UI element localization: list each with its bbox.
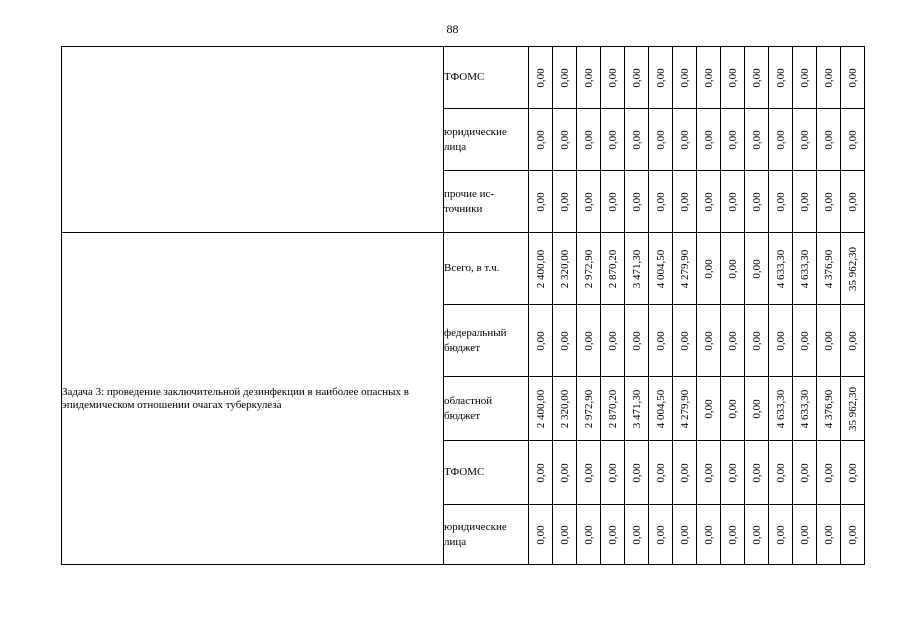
value-text: 0,00 — [582, 462, 595, 483]
value-cell — [721, 171, 745, 233]
value-text: 0,00 — [582, 129, 595, 150]
value-cell — [601, 233, 625, 305]
funding-source-cell: ТФОМС — [444, 441, 529, 505]
value-text: 2 400,00 — [534, 389, 547, 428]
value-cell — [817, 441, 841, 505]
value-cell — [721, 109, 745, 171]
value-cell — [697, 233, 721, 305]
funding-source-cell: юридические лица — [444, 109, 529, 171]
value-cell — [649, 47, 673, 109]
value-cell — [529, 305, 553, 377]
value-cell — [841, 171, 865, 233]
value-cell — [745, 233, 769, 305]
value-text: 0,00 — [534, 67, 547, 88]
value-cell — [817, 505, 841, 565]
value-text: 0,00 — [630, 330, 643, 351]
value-cell — [625, 109, 649, 171]
value-cell — [529, 441, 553, 505]
value-text: 0,00 — [630, 524, 643, 545]
value-text: 0,00 — [654, 67, 667, 88]
value-cell — [745, 47, 769, 109]
value-text: 0,00 — [582, 67, 595, 88]
task-description-cell: Задача 3: проведение заключительной дезинфекции в наиболее опасных в эпидемическом отношении очагах туберкулеза — [62, 233, 444, 565]
value-text: 0,00 — [726, 129, 739, 150]
value-cell — [553, 233, 577, 305]
value-text: 0,00 — [822, 524, 835, 545]
value-text: 0,00 — [534, 524, 547, 545]
value-text: 0,00 — [726, 462, 739, 483]
value-cell — [601, 377, 625, 441]
value-cell — [553, 109, 577, 171]
value-text: 0,00 — [534, 191, 547, 212]
value-text: 0,00 — [534, 462, 547, 483]
value-text: 2 400,00 — [534, 249, 547, 288]
value-cell — [721, 305, 745, 377]
value-cell — [529, 47, 553, 109]
value-text: 3 471,30 — [630, 389, 643, 428]
value-cell — [529, 233, 553, 305]
value-text: 0,00 — [630, 462, 643, 483]
value-cell — [553, 305, 577, 377]
value-text: 0,00 — [726, 258, 739, 279]
value-text: 0,00 — [558, 462, 571, 483]
value-cell — [601, 171, 625, 233]
funding-source-cell: федеральный бюджет — [444, 305, 529, 377]
value-text: 0,00 — [702, 330, 715, 351]
value-cell — [625, 305, 649, 377]
value-text: 0,00 — [798, 330, 811, 351]
value-text: 0,00 — [846, 129, 859, 150]
value-cell — [697, 377, 721, 441]
value-text: 0,00 — [582, 330, 595, 351]
value-cell — [793, 233, 817, 305]
value-text: 0,00 — [750, 462, 763, 483]
value-text: 2 870,20 — [606, 389, 619, 428]
value-text: 4 279,90 — [678, 249, 691, 288]
value-text: 0,00 — [702, 191, 715, 212]
value-cell — [601, 505, 625, 565]
value-text: 0,00 — [654, 330, 667, 351]
value-text: 0,00 — [534, 129, 547, 150]
value-text: 0,00 — [798, 462, 811, 483]
value-text: 0,00 — [702, 462, 715, 483]
value-cell — [793, 377, 817, 441]
value-text: 0,00 — [558, 330, 571, 351]
value-text: 4 376,90 — [822, 389, 835, 428]
value-text: 4 633,30 — [798, 389, 811, 428]
value-text: 0,00 — [774, 129, 787, 150]
value-cell — [793, 305, 817, 377]
value-cell — [673, 305, 697, 377]
value-cell — [841, 305, 865, 377]
value-cell — [769, 233, 793, 305]
value-text: 0,00 — [726, 191, 739, 212]
value-text: 0,00 — [846, 191, 859, 212]
value-cell — [817, 109, 841, 171]
value-cell — [817, 377, 841, 441]
value-cell — [673, 109, 697, 171]
value-cell — [841, 233, 865, 305]
value-cell — [577, 171, 601, 233]
value-text: 0,00 — [630, 67, 643, 88]
value-text: 0,00 — [798, 191, 811, 212]
value-text: 2 972,90 — [582, 249, 595, 288]
value-cell — [769, 109, 793, 171]
value-text: 2 320,00 — [558, 249, 571, 288]
value-text: 0,00 — [750, 129, 763, 150]
value-cell — [721, 377, 745, 441]
value-text: 0,00 — [654, 462, 667, 483]
value-text: 0,00 — [822, 462, 835, 483]
value-text: 0,00 — [702, 258, 715, 279]
value-cell — [697, 305, 721, 377]
budget-table — [61, 46, 865, 565]
funding-source-cell: Всего, в т.ч. — [444, 233, 529, 305]
value-text: 0,00 — [798, 129, 811, 150]
value-text: 0,00 — [750, 398, 763, 419]
value-text: 4 376,90 — [822, 249, 835, 288]
value-cell — [769, 505, 793, 565]
value-cell — [577, 441, 601, 505]
value-cell — [817, 233, 841, 305]
value-cell — [577, 233, 601, 305]
funding-source-cell: прочие ис-точники — [444, 171, 529, 233]
value-cell — [601, 441, 625, 505]
table-row — [62, 47, 865, 109]
value-text: 0,00 — [750, 67, 763, 88]
value-cell — [625, 505, 649, 565]
value-cell — [697, 47, 721, 109]
value-cell — [553, 505, 577, 565]
value-cell — [769, 171, 793, 233]
value-cell — [745, 171, 769, 233]
value-cell — [745, 505, 769, 565]
value-cell — [745, 109, 769, 171]
value-text: 0,00 — [846, 67, 859, 88]
value-cell — [769, 47, 793, 109]
value-cell — [649, 171, 673, 233]
value-text: 0,00 — [606, 67, 619, 88]
value-cell — [817, 305, 841, 377]
value-text: 0,00 — [678, 129, 691, 150]
value-text: 0,00 — [798, 524, 811, 545]
value-cell — [529, 505, 553, 565]
value-cell — [745, 441, 769, 505]
funding-source-cell: ТФОМС — [444, 47, 529, 109]
value-cell — [697, 109, 721, 171]
value-text: 0,00 — [582, 524, 595, 545]
value-text: 0,00 — [606, 191, 619, 212]
value-cell — [625, 377, 649, 441]
value-cell — [793, 171, 817, 233]
value-cell — [577, 377, 601, 441]
value-cell — [673, 377, 697, 441]
value-text: 0,00 — [606, 524, 619, 545]
value-text: 0,00 — [822, 330, 835, 351]
value-cell — [721, 441, 745, 505]
value-cell — [553, 377, 577, 441]
value-cell — [601, 109, 625, 171]
value-cell — [529, 109, 553, 171]
value-text: 0,00 — [678, 524, 691, 545]
value-text: 2 972,90 — [582, 389, 595, 428]
value-text: 0,00 — [606, 330, 619, 351]
value-text: 0,00 — [774, 524, 787, 545]
value-cell — [817, 171, 841, 233]
value-cell — [553, 171, 577, 233]
value-text: 2 320,00 — [558, 389, 571, 428]
value-cell — [553, 441, 577, 505]
value-cell — [841, 505, 865, 565]
value-cell — [529, 171, 553, 233]
value-cell — [577, 505, 601, 565]
value-cell — [625, 47, 649, 109]
value-text: 0,00 — [558, 67, 571, 88]
value-text: 0,00 — [678, 330, 691, 351]
value-cell — [841, 109, 865, 171]
value-cell — [673, 441, 697, 505]
value-text: 4 279,90 — [678, 389, 691, 428]
value-cell — [793, 109, 817, 171]
value-text: 0,00 — [678, 462, 691, 483]
value-text: 0,00 — [630, 129, 643, 150]
value-text: 4 633,30 — [774, 249, 787, 288]
value-text: 3 471,30 — [630, 249, 643, 288]
value-cell — [673, 233, 697, 305]
value-text: 35 962,30 — [846, 386, 859, 431]
value-cell — [625, 171, 649, 233]
value-cell — [745, 377, 769, 441]
value-text: 0,00 — [774, 67, 787, 88]
value-text: 0,00 — [750, 258, 763, 279]
value-text: 0,00 — [678, 67, 691, 88]
value-text: 4 633,30 — [774, 389, 787, 428]
value-cell — [649, 233, 673, 305]
table-row — [62, 233, 865, 305]
value-text: 0,00 — [846, 524, 859, 545]
value-cell — [769, 377, 793, 441]
value-text: 0,00 — [822, 129, 835, 150]
value-cell — [625, 441, 649, 505]
value-text: 4 004,50 — [654, 389, 667, 428]
value-cell — [529, 377, 553, 441]
value-cell — [601, 305, 625, 377]
value-text: 0,00 — [798, 67, 811, 88]
value-text: 0,00 — [750, 330, 763, 351]
value-text: 0,00 — [654, 191, 667, 212]
value-cell — [769, 305, 793, 377]
value-text: 0,00 — [774, 330, 787, 351]
value-cell — [721, 233, 745, 305]
value-cell — [601, 47, 625, 109]
value-text: 4 004,50 — [654, 249, 667, 288]
value-text: 0,00 — [822, 191, 835, 212]
value-cell — [697, 441, 721, 505]
value-cell — [745, 305, 769, 377]
value-cell — [553, 47, 577, 109]
value-text: 2 870,20 — [606, 249, 619, 288]
value-cell — [697, 505, 721, 565]
value-text: 0,00 — [726, 67, 739, 88]
value-text: 0,00 — [726, 330, 739, 351]
value-text: 0,00 — [846, 462, 859, 483]
value-text: 0,00 — [822, 67, 835, 88]
value-text: 0,00 — [702, 129, 715, 150]
value-cell — [793, 505, 817, 565]
value-text: 0,00 — [582, 191, 595, 212]
value-cell — [649, 441, 673, 505]
value-text: 0,00 — [654, 129, 667, 150]
value-cell — [817, 47, 841, 109]
value-cell — [721, 505, 745, 565]
value-text: 0,00 — [774, 191, 787, 212]
page-number: 88 — [446, 22, 459, 36]
value-text: 0,00 — [630, 191, 643, 212]
value-text: 0,00 — [558, 524, 571, 545]
value-text: 0,00 — [774, 462, 787, 483]
value-cell — [577, 47, 601, 109]
value-text: 0,00 — [846, 330, 859, 351]
value-cell — [577, 109, 601, 171]
value-cell — [649, 377, 673, 441]
value-cell — [673, 505, 697, 565]
value-cell — [649, 505, 673, 565]
value-text: 0,00 — [702, 67, 715, 88]
value-cell — [841, 47, 865, 109]
value-text: 0,00 — [726, 398, 739, 419]
value-text: 0,00 — [702, 524, 715, 545]
funding-source-cell: юридические лица — [444, 505, 529, 565]
value-text: 4 633,30 — [798, 249, 811, 288]
task-description-cell — [62, 47, 444, 233]
value-cell — [841, 441, 865, 505]
value-cell — [793, 441, 817, 505]
value-text: 0,00 — [534, 330, 547, 351]
value-cell — [697, 171, 721, 233]
value-text: 0,00 — [654, 524, 667, 545]
value-text: 0,00 — [558, 129, 571, 150]
value-text: 0,00 — [606, 129, 619, 150]
value-cell — [649, 109, 673, 171]
value-cell — [649, 305, 673, 377]
value-text: 0,00 — [678, 191, 691, 212]
value-cell — [673, 171, 697, 233]
value-text: 0,00 — [726, 524, 739, 545]
budget-table-body — [62, 47, 865, 565]
value-text: 35 962,30 — [846, 246, 859, 291]
value-text: 0,00 — [606, 462, 619, 483]
value-cell — [673, 47, 697, 109]
value-cell — [625, 233, 649, 305]
value-text: 0,00 — [750, 524, 763, 545]
value-cell — [841, 377, 865, 441]
value-cell — [769, 441, 793, 505]
value-cell — [721, 47, 745, 109]
value-text: 0,00 — [558, 191, 571, 212]
value-cell — [793, 47, 817, 109]
funding-source-cell: областной бюджет — [444, 377, 529, 441]
value-text: 0,00 — [702, 398, 715, 419]
value-cell — [577, 305, 601, 377]
value-text: 0,00 — [750, 191, 763, 212]
